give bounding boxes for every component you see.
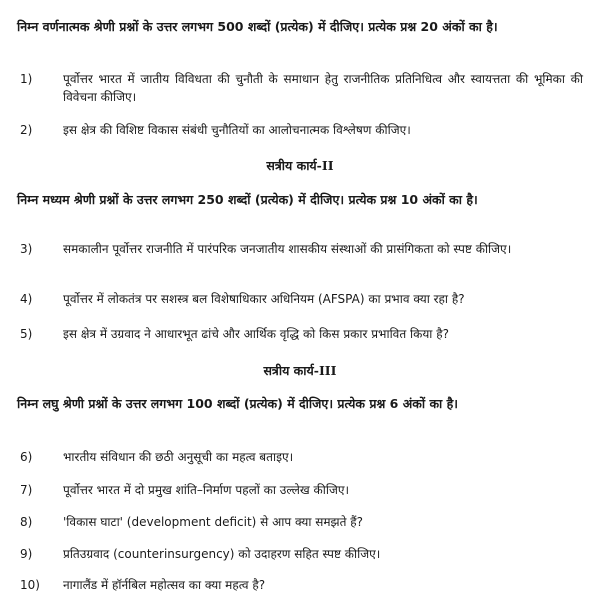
question-number: 4) [20,292,33,306]
question-number: 7) [20,483,33,497]
question-number: 3) [20,242,33,256]
question-text: भारतीय संविधान की छठी अनुसूची का महत्व बताइए। [63,450,294,464]
question-2 [17,121,583,139]
question-number: 10) [20,578,40,592]
question-10 [17,576,583,594]
question-6 [17,448,583,466]
question-number: 2) [20,123,33,137]
question-text: इस क्षेत्र की विशिष्ट विकास संबंधी चुनौतियों का आलोचनात्मक विश्लेषण कीजिए। [63,123,411,137]
question-5 [17,325,583,343]
question-3 [17,240,583,258]
question-1 [17,70,583,106]
question-text: नागालैंड में हॉर्नबिल महोत्सव का क्या महत्व है? [63,578,266,592]
question-number: 1) [20,72,33,86]
question-text: पूर्वोत्तर में लोकतंत्र पर सशस्त्र बल विशेषाधिकार अधिनियम (AFSPA) का प्रभाव क्या रहा है? [63,292,465,306]
question-text: इस क्षेत्र में उग्रवाद ने आधारभूत ढांचे और आर्थिक वृद्धि को किस प्रकार प्रभावित किया है? [63,327,449,341]
section-2-heading: सत्रीय कार्य-II [266,158,334,173]
question-9 [17,545,583,563]
question-text: 'विकास घाटा' (development deficit) से आप क्या समझते हैं? [63,515,364,529]
question-text: प्रतिउग्रवाद (counterinsurgency) को उदाहरण सहित स्पष्ट कीजिए। [63,547,381,561]
question-number: 9) [20,547,33,561]
question-text: पूर्वोत्तर भारत में दो प्रमुख शांति–निर्माण पहलों का उल्लेख कीजिए। [63,483,350,497]
section-3-instruction: निम्न लघु श्रेणी प्रश्नों के उत्तर लगभग 100 शब्दों (प्रत्येक) में दीजिए। प्रत्येक प्रश्न 6 अंकों का है। [17,396,459,411]
question-number: 5) [20,327,33,341]
question-text: समकालीन पूर्वोत्तर राजनीति में पारंपरिक जनजातीय शासकीय संस्थाओं की प्रासंगिकता को स्पष्ट कीजिए। [63,242,512,256]
question-number: 8) [20,515,33,529]
question-number: 6) [20,450,33,464]
question-7 [17,481,583,499]
section-2-instruction: निम्न मध्यम श्रेणी प्रश्नों के उत्तर लगभग 250 शब्दों (प्रत्येक) में दीजिए। प्रत्येक प्रश्न 10 अंकों का है। [17,192,478,207]
question-4 [17,290,583,308]
question-8 [17,513,583,531]
question-text: पूर्वोत्तर भारत में जातीय विविधता की चुनौती के समाधान हेतु राजनीतिक प्रतिनिधित्व और स्वायत्तता की भूमिका की विवेचना कीजिए। [63,72,583,104]
section-1-instruction: निम्न वर्णनात्मक श्रेणी प्रश्नों के उत्तर लगभग 500 शब्दों (प्रत्येक) में दीजिए। प्रत्येक प्रश्न 20 अंकों का है। [17,19,498,34]
section-3-heading: सत्रीय कार्य-III [263,363,337,378]
